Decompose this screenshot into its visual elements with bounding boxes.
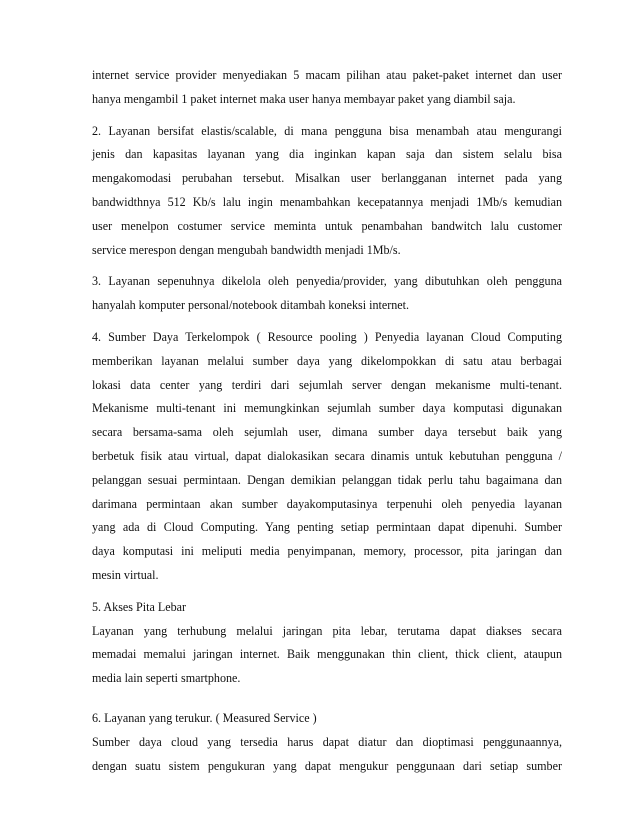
text-line: Layanan yang terhubung melalui jaringan pita lebar, terutama dapat diakses secara xyxy=(92,623,562,638)
text-line: daya komputasi ini meliputi media penyimpanan, memory, processor, pita jaringan dan xyxy=(92,544,562,559)
paragraph-point-4 xyxy=(92,326,562,588)
text-line: memadai memalui jaringan internet. Baik menggunakan thin client, thick client, ataupun xyxy=(92,647,562,662)
text-line: hanyalah komputer personal/notebook ditambah koneksi internet. xyxy=(92,298,410,313)
section-heading: 5. Akses Pita Lebar xyxy=(92,599,187,614)
text-line: 3. Layanan sepenuhnya dikelola oleh penyedia/provider, yang dibutuhkan oleh pengguna xyxy=(92,274,562,289)
text-line: dengan suatu sistem pengukuran yang dapat mengukur penggunaan dari setiap sumber xyxy=(92,758,562,773)
paragraph-point-2 xyxy=(92,120,562,263)
text-line: jenis dan kapasitas layanan yang dia inginkan kapan saja dan sistem selalu bisa xyxy=(92,147,562,162)
paragraph-intro xyxy=(92,64,562,112)
text-line: user menelpon costumer service meminta untuk penambahan bandwitch lalu customer xyxy=(92,218,562,233)
text-line: internet service provider menyediakan 5 macam pilihan atau paket-paket internet dan user xyxy=(92,68,562,82)
section-heading: 6. Layanan yang terukur. ( Measured Service ) xyxy=(92,710,317,725)
document-body xyxy=(92,64,562,786)
paragraph-point-3 xyxy=(92,270,562,318)
paragraph-point-5 xyxy=(92,596,562,691)
text-line: mesin virtual. xyxy=(92,567,159,582)
text-line: memberikan layanan melalui sumber daya yang dikelompokkan di satu atau berbagai xyxy=(92,353,562,368)
text-line: 4. Sumber Daya Terkelompok ( Resource pooling ) Penyedia layanan Cloud Computing xyxy=(92,329,562,344)
text-line: mengakomodasi perubahan tersebut. Misalkan user berlangganan internet pada yang xyxy=(92,171,562,186)
text-line: bandwidthnya 512 Kb/s lalu ingin menambahkan kecepatannya menjadi 1Mb/s kemudian xyxy=(92,194,562,209)
text-line: secara bersama-sama oleh sejumlah user, dimana sumber daya tersebut baik yang xyxy=(92,425,562,440)
paragraph-point-6 xyxy=(92,707,562,778)
text-line: berbetuk fisik atau virtual, dapat dialokasikan secara dinamis untuk kebutuhan pengguna / xyxy=(92,448,562,463)
text-line: pelanggan sesuai permintaan. Dengan demikian pelanggan tidak perlu tahu bagaimana dan xyxy=(92,472,562,487)
text-line: darimana permintaan akan sumber dayakomputasinya terpenuhi oleh penyedia layanan xyxy=(92,496,562,511)
text-line: Sumber daya cloud yang tersedia harus dapat diatur dan dioptimasi penggunaannya, xyxy=(92,734,562,749)
text-line: hanya mengambil 1 paket internet maka user hanya membayar paket yang diambil saja. xyxy=(92,91,516,106)
text-line: 2. Layanan bersifat elastis/scalable, di mana pengguna bisa menambah atau mengurangi xyxy=(92,123,562,138)
text-line: media lain seperti smartphone. xyxy=(92,671,241,686)
text-line: lokasi data center yang terdiri dari sejumlah server dengan mekanisme multi-tenant. xyxy=(92,377,562,392)
text-line: Mekanisme multi-tenant ini memungkinkan sejumlah sumber daya komputasi digunakan xyxy=(92,401,562,416)
text-line: service merespon dengan mengubah bandwidth menjadi 1Mb/s. xyxy=(92,242,401,257)
text-line: yang ada di Cloud Computing. Yang penting setiap permintaan dapat dipenuhi. Sumber xyxy=(92,520,562,535)
